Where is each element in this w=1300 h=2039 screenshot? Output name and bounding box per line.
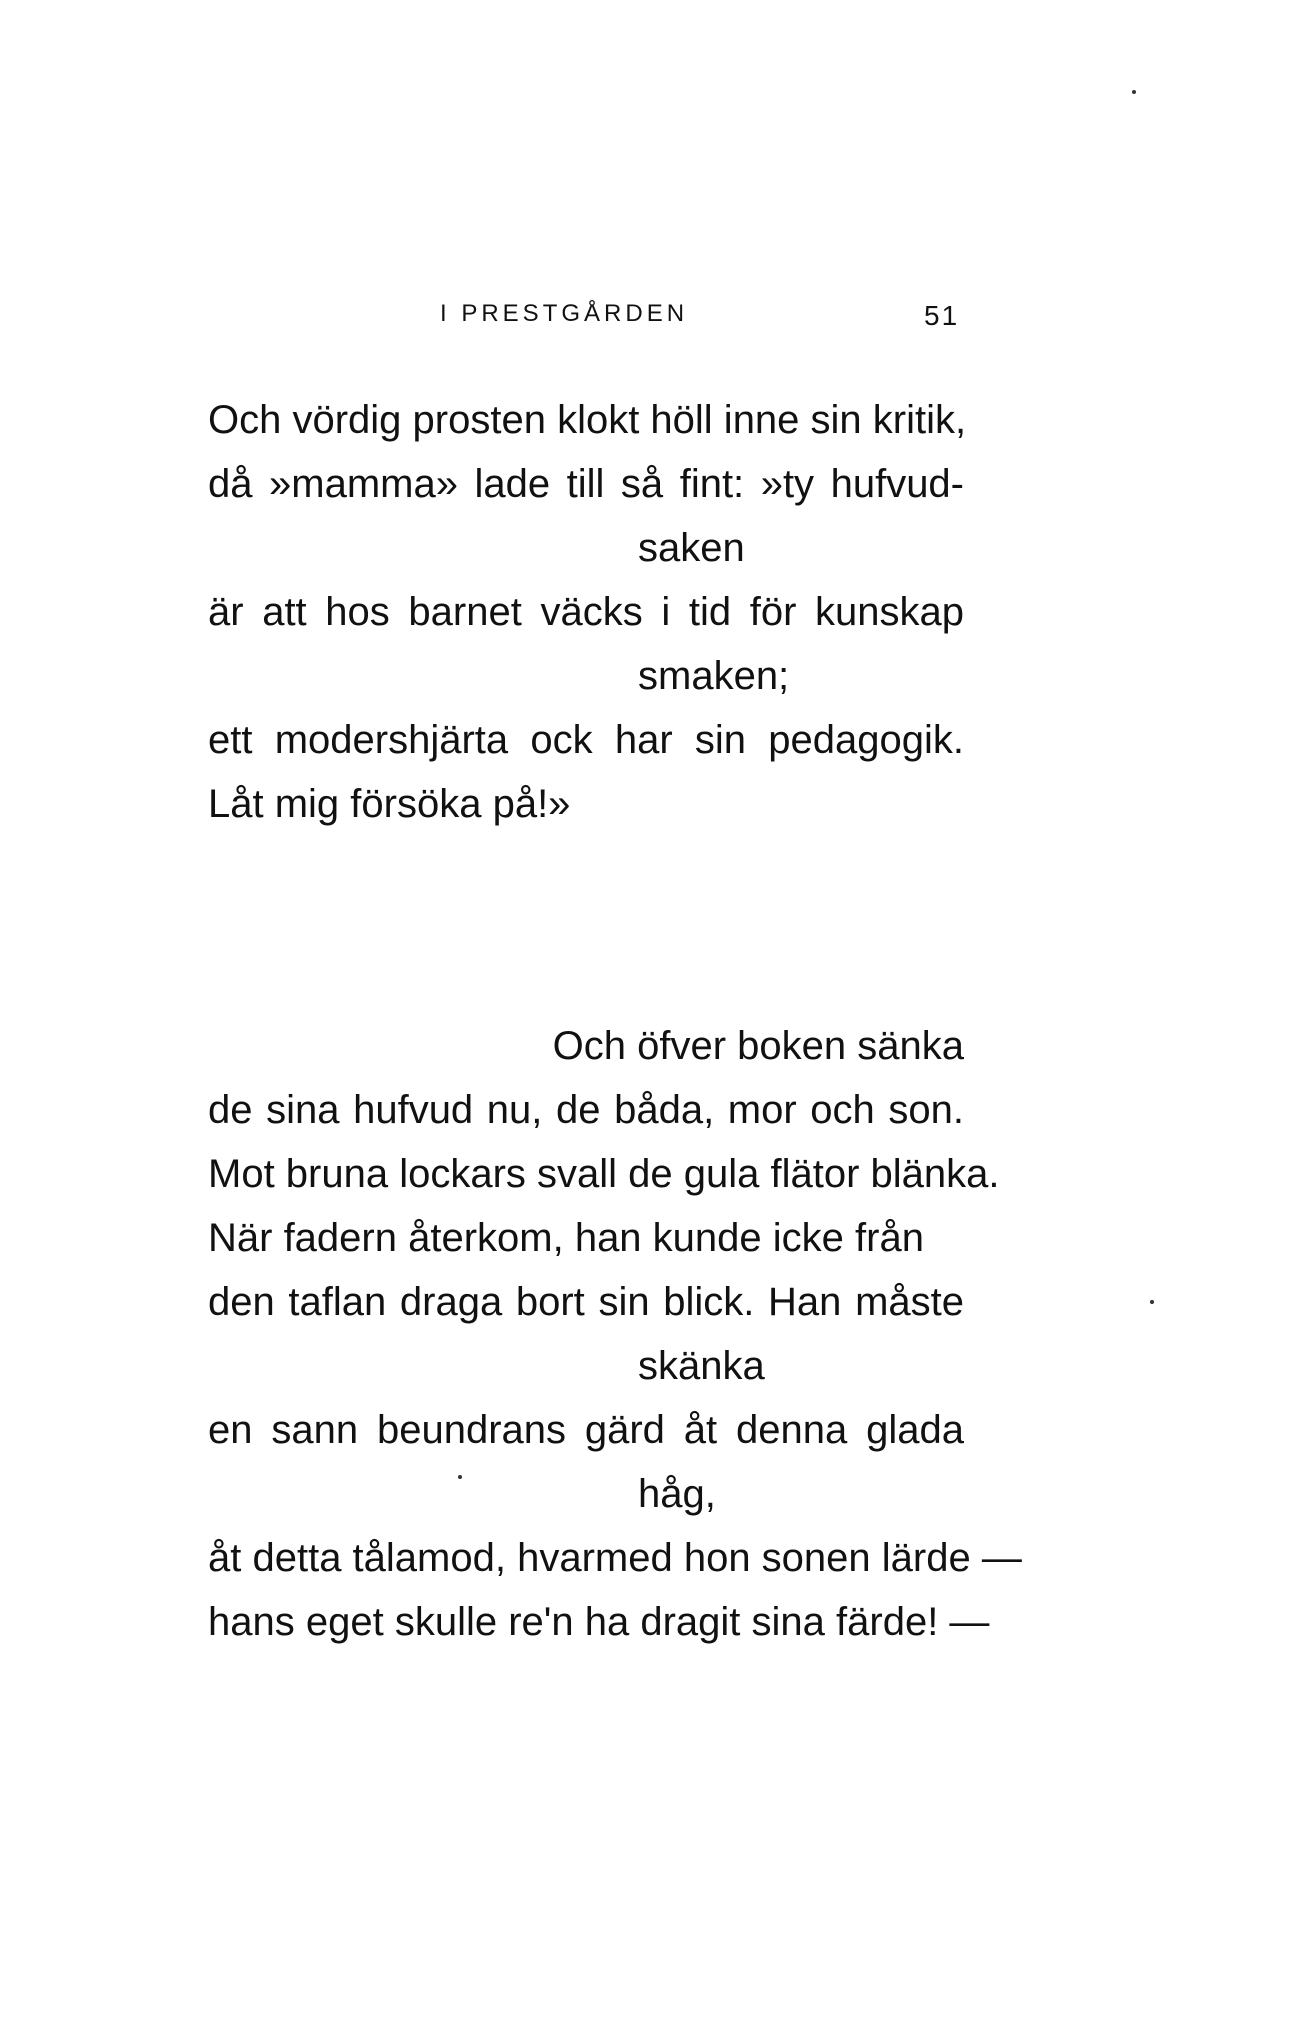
page-number: 51 [924, 300, 960, 331]
verse-turnover: skänka [638, 1344, 765, 1388]
verse-line: en sann beundrans gärd åt denna glada [208, 1408, 964, 1452]
verse-line: hans eget skulle re'n ha dragit sina färde! — [208, 1600, 990, 1644]
verse-turnover: saken [638, 526, 745, 570]
verse-line-indented: Och öfver boken sänka [552, 1024, 964, 1068]
verse-turnover: håg, [638, 1472, 716, 1516]
verse-line: Mot bruna lockars svall de gula flätor blänka. [208, 1152, 1000, 1196]
stanza-1 [208, 388, 967, 836]
verse-line: den taflan draga bort sin blick. Han måste [208, 1280, 964, 1324]
running-head: I PRESTGÅRDEN [440, 300, 689, 327]
paper-speck [1150, 1300, 1154, 1304]
paper-speck [458, 1475, 462, 1479]
verse-line: då »mamma» lade till så fint: »ty hufvud- [208, 462, 964, 506]
verse-line: Och vördig prosten klokt höll inne sin kritik, [208, 398, 967, 442]
verse-line: är att hos barnet väcks i tid för kunskap [208, 590, 964, 634]
verse-line: Låt mig försöka på!» [208, 782, 571, 826]
stanza-2 [208, 1014, 1022, 1654]
verse-line: de sina hufvud nu, de båda, mor och son. [208, 1088, 964, 1132]
verse-line: åt detta tålamod, hvarmed hon sonen lärde — [208, 1536, 1022, 1580]
verse-turnover: smaken; [638, 654, 790, 698]
verse-line: När fadern återkom, han kunde icke från [208, 1216, 924, 1260]
paper-speck [1132, 90, 1136, 94]
verse-line: ett modershjärta ock har sin pedagogik. [208, 718, 964, 762]
